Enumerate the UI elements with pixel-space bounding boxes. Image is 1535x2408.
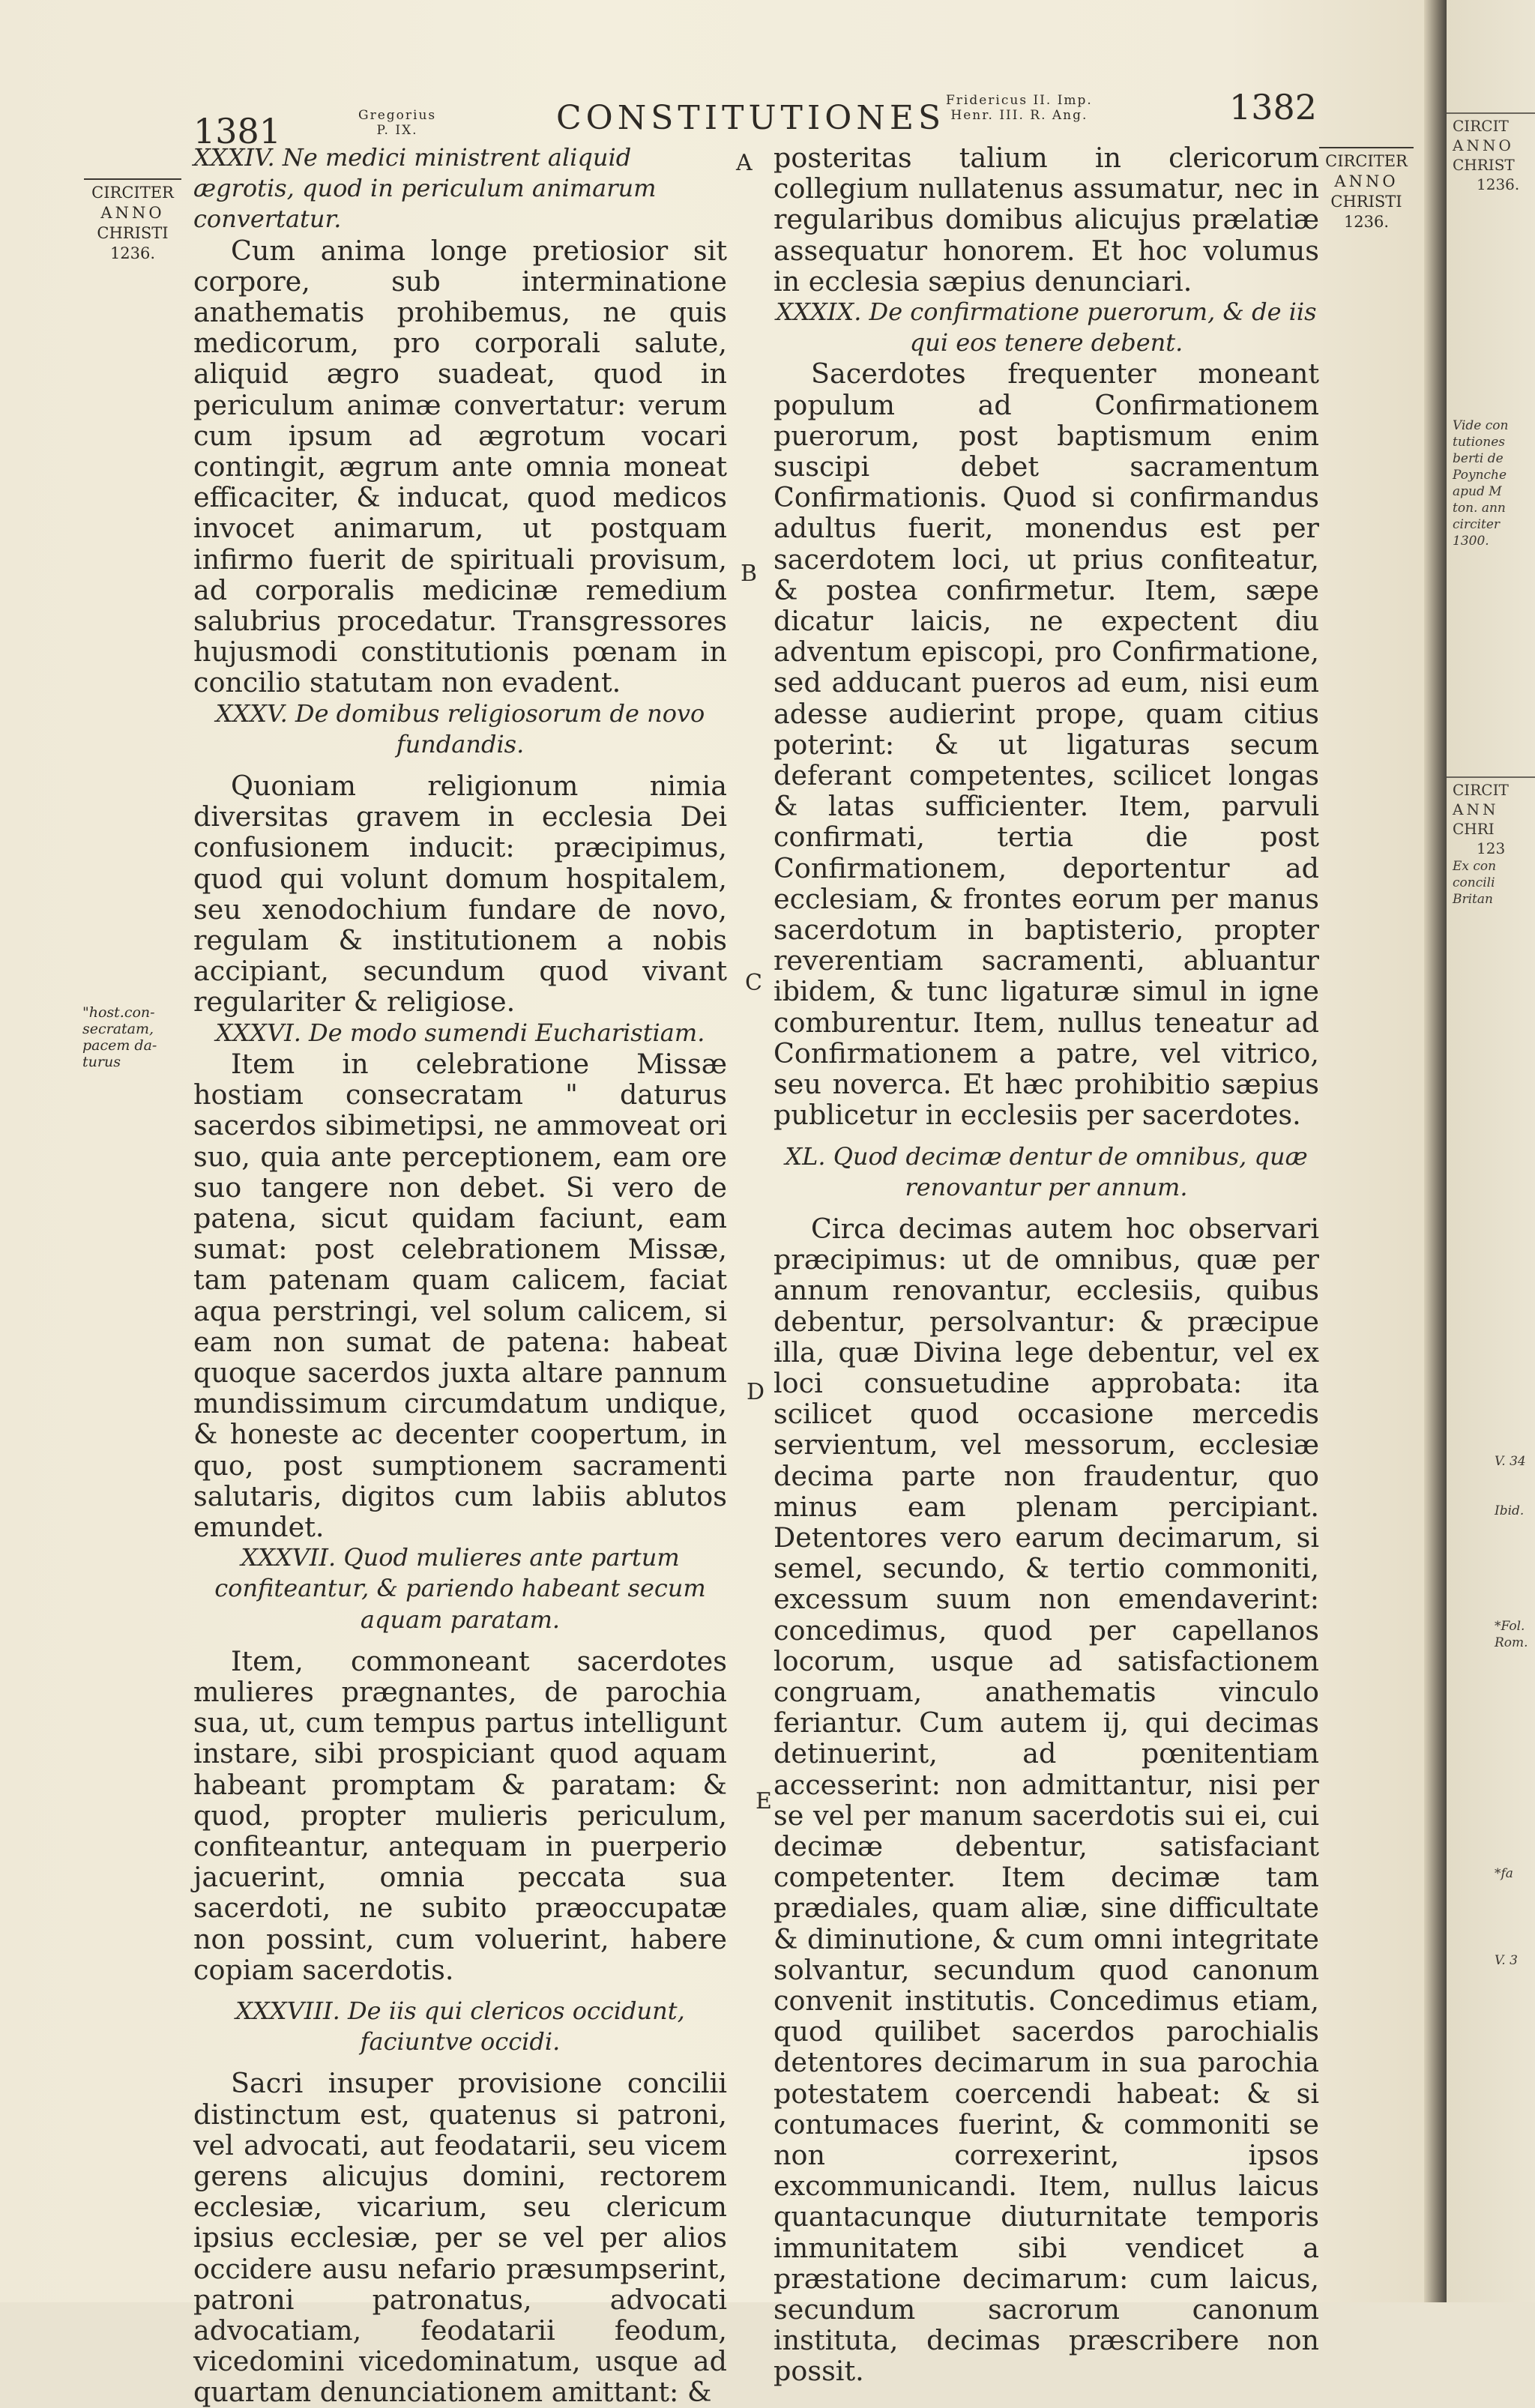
next-side-line: 123 [1477, 839, 1506, 857]
next-note-line: concili [1453, 875, 1495, 890]
next-note-line: Poynche [1453, 468, 1507, 483]
next-side-line: CIRCIT [1453, 117, 1509, 135]
margin-letter-b: B [741, 561, 758, 587]
chapter-text: Sacri insuper provisione concilii distinctum est, quatenus si patroni, vel advocati, aut feodatarii, seu vicem gerens alicujus domini, rectorem ecclesiæ, vicarium, seu clericum ipsius ecclesiæ, per se vel per alios occidere ausu nefario præsumpserint, patroni patronatus, advocati advocatiam, feodatarii feodum, vicedomini vicedominatum, usque ad quartam denunciationem amittant: & [193, 2067, 727, 2408]
page-title: CONSTITUTIONES [556, 99, 946, 137]
margin-letter-a: A [736, 150, 753, 176]
next-ref: V. 3 [1495, 1953, 1518, 1968]
next-side-line: CHRIST [1453, 156, 1515, 174]
side-line: CIRCITER [91, 184, 174, 202]
side-rule [1319, 147, 1414, 148]
chapter-text: Cum anima longe pretiosior sit corpore, sub interminatione anathematis prohibemus, ne quis medicorum, pro corporali salute, aliquid ægro suadeat, quod in periculum animæ convertatur: verum cum ipsum ad ægrotum vocari contingit, ægrum ante omnia moneat efficaciter, & inducat, quod medicos invocet animarum, ut postquam infirmo fuerit de spirituali provisum, ad corporalis medicinæ remedium salubrius procedatur. Transgressores hujusmodi constitutionis pœnam in concilio statutam non evadent. [193, 234, 727, 699]
margin-letter-d: D [747, 1379, 765, 1405]
next-ref: *Fol. [1495, 1619, 1525, 1634]
book-gutter [1424, 0, 1447, 2302]
note-line: turus [82, 1054, 121, 1070]
next-note-line: Britan [1453, 892, 1493, 907]
next-note-line: ton. ann [1453, 501, 1506, 516]
chapter-text: Circa decimas autem hoc observari præcipimus: ut de omnibus, quæ per annum renovantur, ecclesiis, quibus debentur, persolvantur: & præcipue illa, quæ Divina lege debentur, vel ex loci consuetudine approbata: ita scilicet quod occasione mercedis servientum, vel messorum, ecclesiæ decima parte non fraudentur, quo minus eam plenam percipiant. Detentores vero earum decimarum, si semel, secundo, & tertio commoniti, excessum suum non emendaverint: concedimus, quod per capellanos locorum, usque ad satisfactionem congruam, anathematis vinculo feriantur. Cum autem ij, qui decimas detinuerint, ad pœnitentiam accesserint: non admittantur, nisi per se vel per manum sacerdotis sui ei, cui decimæ debentur, satisfaciant competenter. Item decimæ tam prædiales, quam aliæ, sine difficultate & diminutione, & cum omni integritate solvantur, secundum quod canonum convenit institutis. Concedimus etiam, quod quilibet sacerdos parochialis detentores decimarum in sua parochia potestatem coercendi habeat: & si contumaces fuerint, & commoniti se non correxerint, ipsos excommunicandi. Item, nullus laicus quantacunque diuturnitate temporis immunitatem sibi vendicet a præstatione decimarum: cum laicus, secundum sacrorum canonum instituta, decimas præscribere non possit. [773, 1212, 1319, 2388]
side-line: 1236. [109, 244, 156, 262]
chapter-text: Item, commoneant sacerdotes mulieres prægnantes, de parochia sua, ut, cum tempus partus intelligunt instare, sibi prospiciant quod aquam habeant promptam & paratam: & quod, propter mulieris periculum, confiteantur, antequam in puerperio jacuerint, omnia peccata sua sacerdoti, ne subito præoccupatæ non possint, cum voluerint, habere copiam sacerdotis. [193, 1644, 727, 1986]
note-line: pacem da- [82, 1037, 157, 1054]
next-note-line: Vide con [1453, 418, 1509, 433]
chapter-heading: XXXV. De domibus religiosorum de novo fundandis. [215, 698, 705, 758]
next-side-line: CIRCIT [1453, 781, 1509, 799]
next-note-line: 1300. [1453, 534, 1489, 549]
left-page-number: 1381 [193, 111, 282, 151]
side-rule [84, 178, 181, 180]
running-head-emperor: Fridericus II. Imp. [946, 93, 1093, 108]
side-line: CHRISTI [1330, 193, 1402, 211]
next-side-line: ANNO [1453, 136, 1514, 154]
side-date-right [1319, 147, 1414, 232]
running-head-king: Henr. III. R. Ang. [950, 108, 1088, 123]
chapter-heading: XXXVII. Quod mulieres ante partum confiteantur, & pariendo habeant secum aquam paratam. [214, 1543, 706, 1634]
running-head-name: Gregorius [358, 108, 437, 123]
margin-note [82, 1004, 187, 1070]
next-note-line: Ex con [1453, 859, 1497, 874]
next-side-line: 1236. [1477, 175, 1520, 193]
right-page-number: 1382 [1229, 87, 1318, 127]
chapter-text: Item in celebratione Missæ hostiam consecratam " daturus sacerdos sibimetipsi, ne ammoveat ori suo, quia ante perceptionem, eam ore suo tangere non debet. Si vero de patena, sicut quidam faciunt, eam sumat: post celebrationem Missæ, tam patenam quam calicem, faciat aqua perstringi, vel solum calicem, si eam non sumat de patena: habeat quoque sacerdos juxta altare pannum mundissimum circumdatum undique, & honeste ac decenter coopertum, in quo, post sumptionem sacramenti salutaris, digitos cum labiis ablutos emundet. [193, 1047, 727, 1543]
margin-letter-e: E [756, 1788, 772, 1814]
next-note-line: berti de [1453, 451, 1504, 466]
left-running-head [358, 108, 436, 138]
margin-letter-c: C [745, 970, 762, 996]
right-running-head [946, 93, 1093, 123]
chapter-heading: XXXVIII. De iis qui clericos occidunt, faciuntve occidi. [235, 1996, 685, 2057]
text-column-right [773, 142, 1319, 2387]
side-line: ANNO [1334, 172, 1399, 190]
chapter-text: Quoniam religionum nimia diversitas gravem in ecclesia Dei confusionem inducit: præcipimus, quod qui volunt domum hospitalem, seu xenodochium fundare de novo, regulam & institutionem a nobis accipiant, secundum quod vivant regulariter & religiose. [193, 770, 727, 1019]
running-head-title: P. IX. [376, 123, 418, 138]
next-note-line: apud M [1453, 484, 1502, 499]
chapter-heading: XXXIV. Ne medici ministrent aliquid ægrotis, quod in periculum animarum convertatur. [193, 143, 657, 234]
side-line: ANNO [100, 204, 165, 222]
next-ref: V. 34 [1495, 1454, 1526, 1469]
note-line: "host.con- [82, 1004, 155, 1021]
next-ref: *fa [1495, 1866, 1513, 1881]
next-ref: Rom. [1495, 1635, 1528, 1650]
note-line: secratam, [82, 1021, 154, 1037]
chapter-text: Sacerdotes frequenter moneant populum ad Confirmationem puerorum, post baptismum enim suscipi debet sacramentum Confirmationis. Quod si confirmandus adultus fuerit, monendus est per sacerdotem loci, ut prius confiteatur, & postea confirmetur. Item, sæpe dicatur laicis, ne expectent diu adventum episcopi, pro Confirmatione, sed adducant pueros ad eum, nisi eum adesse audierint prope, quam citius poterint: & ut ligaturas secum deferant competentes, scilicet longas & latas sufficienter. Item, parvuli confirmati, tertia die post Confirmationem, deportentur ad ecclesiam, & frontes eorum per manus sacerdotum in baptisterio, propter reverentiam sacramenti, abluantur ibidem, & tunc ligaturæ simul in igne comburentur. Item, nullus teneatur ad Confirmationem a patre, vel vitrico, seu noverca. Et hæc prohibitio sæpius publicetur in ecclesiis per sacerdotes. [773, 357, 1319, 1132]
chapter-text: posteritas talium in clericorum collegium nullatenus assumatur, nec in regularibus domibus alicujus prælatiæ assequatur honorem. Et hoc volumus in ecclesia sæpius denunciari. [773, 142, 1319, 298]
side-line: CHRISTI [97, 224, 169, 242]
text-column-left [193, 142, 727, 2408]
next-note-line: circiter [1453, 517, 1501, 532]
chapter-heading: XXXIX. De confirmatione puerorum, & de iis qui eos tenere debent. [776, 298, 1317, 357]
next-ref: Ibid. [1495, 1503, 1525, 1518]
side-line: 1236. [1343, 213, 1390, 231]
next-page-sliver [1447, 0, 1535, 2302]
side-date-left [84, 178, 181, 264]
side-line: CIRCITER [1325, 152, 1408, 170]
next-note-line: tutiones [1453, 435, 1506, 450]
next-side-line: CHRI [1453, 820, 1495, 838]
next-side-line: ANN [1453, 800, 1499, 818]
chapter-heading: XXXVI. De modo sumendi Eucharistiam. [215, 1018, 705, 1047]
chapter-heading: XL. Quod decimæ dentur de omnibus, quæ renovantur per annum. [785, 1141, 1308, 1201]
